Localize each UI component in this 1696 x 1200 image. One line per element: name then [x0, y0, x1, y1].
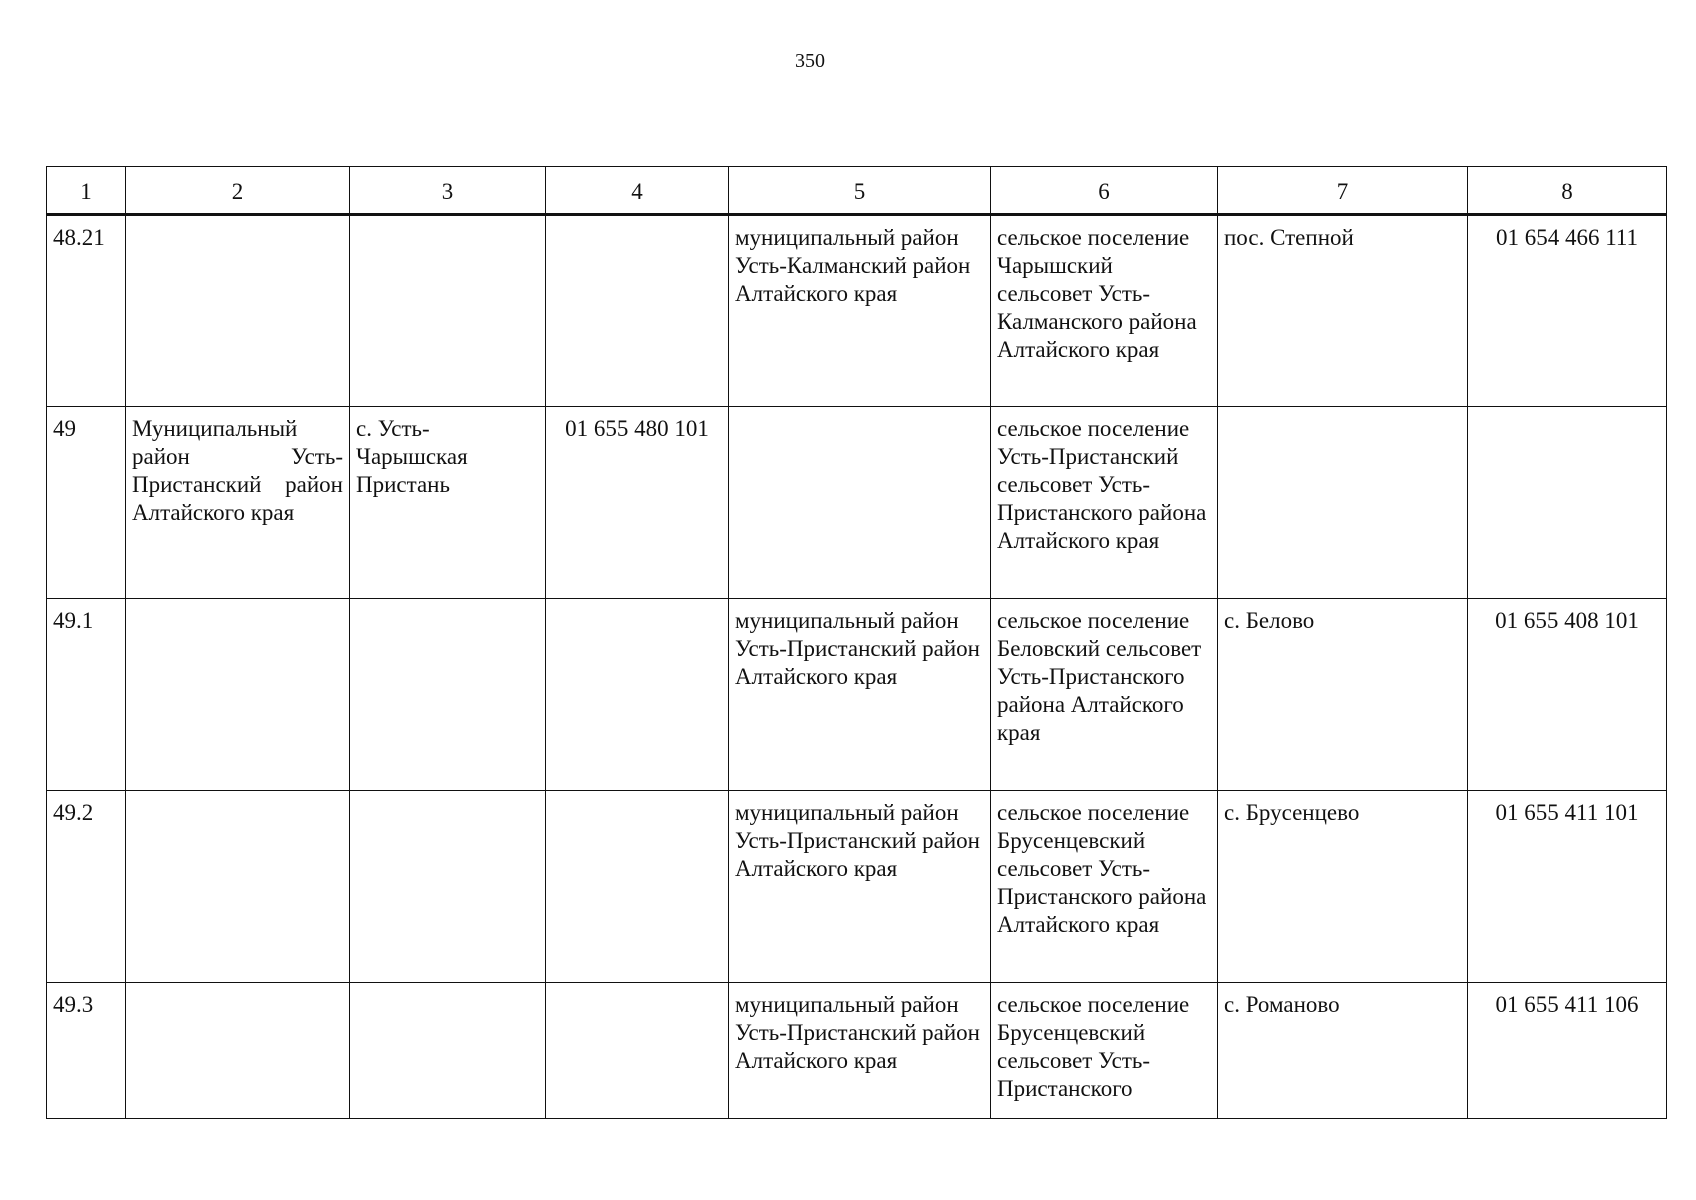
district-cell [729, 407, 991, 599]
row-number-cell: 48.21 [47, 215, 126, 407]
column-header-2: 2 [126, 167, 350, 215]
row-number-cell: 49.1 [47, 599, 126, 791]
administrative-center-cell [350, 599, 546, 791]
administrative-center-cell: с. Усть-Чарышская Пристань [350, 407, 546, 599]
municipal-district-cell [126, 599, 350, 791]
column-header-4: 4 [546, 167, 729, 215]
administrative-center-cell [350, 791, 546, 983]
row-number-cell: 49 [47, 407, 126, 599]
municipal-district-cell [126, 791, 350, 983]
okato-code-cell: 01 655 480 101 [546, 407, 729, 599]
administrative-center-cell [350, 983, 546, 1119]
municipal-district-cell [126, 983, 350, 1119]
settlement-cell: сельское поселение Чарышский сельсовет Усть-Калманского района Алтайского края [991, 215, 1218, 407]
settlement-cell: сельское поселение Брусенцевский сельсовет Усть-Пристанского района Алтайского края [991, 791, 1218, 983]
settlement-cell: сельское поселение Брусенцевский сельсовет Усть-Пристанского [991, 983, 1218, 1119]
column-header-3: 3 [350, 167, 546, 215]
settlements-table [46, 166, 1667, 1119]
settlement-cell: сельское поселение Беловский сельсовет Усть-Пристанского района Алтайского края [991, 599, 1218, 791]
locality-code-cell [1468, 407, 1667, 599]
settlement-cell: сельское поселение Усть-Пристанский сельсовет Усть-Пристанского района Алтайского края [991, 407, 1218, 599]
okato-code-cell [546, 599, 729, 791]
column-header-6: 6 [991, 167, 1218, 215]
municipal-district-cell [126, 215, 350, 407]
page-number: 350 [795, 50, 825, 72]
table-row [47, 599, 1667, 791]
column-header-8: 8 [1468, 167, 1667, 215]
locality-code-cell: 01 655 411 106 [1468, 983, 1667, 1119]
okato-code-cell [546, 983, 729, 1119]
locality-code-cell: 01 655 411 101 [1468, 791, 1667, 983]
district-cell: муниципальный район Усть-Калманский район Алтайского края [729, 215, 991, 407]
locality-cell [1218, 407, 1468, 599]
okato-code-cell [546, 215, 729, 407]
column-header-5: 5 [729, 167, 991, 215]
column-header-7: 7 [1218, 167, 1468, 215]
locality-cell: пос. Степной [1218, 215, 1468, 407]
row-number-cell: 49.3 [47, 983, 126, 1119]
district-cell: муниципальный район Усть-Пристанский район Алтайского края [729, 599, 991, 791]
administrative-center-cell [350, 215, 546, 407]
district-cell: муниципальный район Усть-Пристанский район Алтайского края [729, 983, 991, 1119]
table-row [47, 791, 1667, 983]
row-number-cell: 49.2 [47, 791, 126, 983]
municipal-district-cell: Муниципальный район Усть-Пристанский район Алтайского края [126, 407, 350, 599]
district-cell: муниципальный район Усть-Пристанский район Алтайского края [729, 791, 991, 983]
table-row [47, 983, 1667, 1119]
locality-code-cell: 01 654 466 111 [1468, 215, 1667, 407]
table-header-row [47, 167, 1667, 215]
locality-cell: с. Белово [1218, 599, 1468, 791]
okato-code-cell [546, 791, 729, 983]
locality-code-cell: 01 655 408 101 [1468, 599, 1667, 791]
locality-cell: с. Романово [1218, 983, 1468, 1119]
column-header-1: 1 [47, 167, 126, 215]
locality-cell: с. Брусенцево [1218, 791, 1468, 983]
table-row [47, 215, 1667, 407]
table-row [47, 407, 1667, 599]
